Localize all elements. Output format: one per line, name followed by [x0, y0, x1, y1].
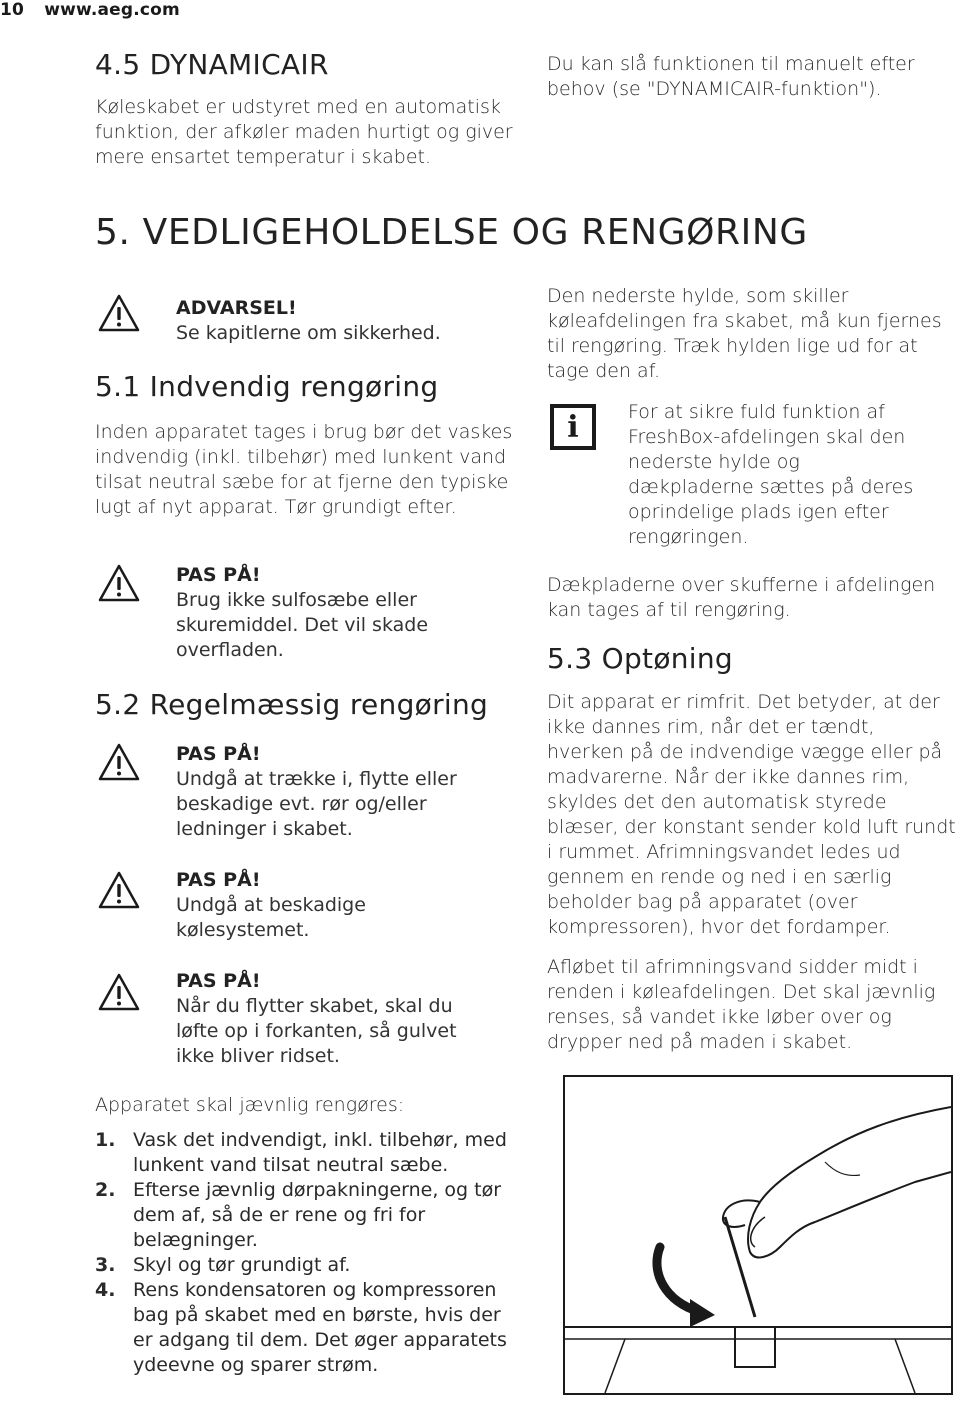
drain-text: Afløbet til afrimningsvand sidder midt i renden i køleafdelingen. Det skal jævnlig renses, så vandet ikke løber over og drypper ned på maden i skabet. [547, 956, 936, 1053]
cleaning-intro: Apparatet skal jævnlig rengøres: [95, 1094, 405, 1116]
warning-triangle-icon [97, 293, 141, 333]
caution-text: Når du flytter skabet, skal du løfte op i forkanten, så gulvet ikke bliver ridset. [176, 995, 457, 1067]
caution-triangle-icon [97, 742, 141, 782]
step-text: Skyl og tør grundigt af. [133, 1254, 351, 1276]
hand-cleaning-drain-illustration [565, 1077, 951, 1393]
step-number: 4. [95, 1279, 116, 1301]
warning-title: ADVARSEL! [176, 297, 297, 319]
caution-text: Undgå at beskadige kølesystemet. [176, 894, 366, 941]
section-5-2-title: 5.2 Regelmæssig rengøring [95, 688, 489, 721]
caution-triangle-icon [97, 972, 141, 1012]
info-text: For at sikre fuld funktion af FreshBox-afdelingen skal den nederste hylde og dækpladerne sættes på deres oprindelige plads igen efter rengøringen. [628, 401, 914, 548]
cleaning-illustration [563, 1075, 953, 1395]
section-5-1-title: 5.1 Indvendig rengøring [95, 370, 439, 403]
cover-plates-text: Dækpladerne over skufferne i afdelingen kan tages af til rengøring. [547, 574, 936, 621]
caution-title: PAS PÅ! [176, 869, 261, 891]
caution-triangle-icon [97, 870, 141, 910]
warning-text: Se kapitlerne om sikkerhed. [176, 322, 441, 344]
chapter-5-title: 5. VEDLIGEHOLDELSE OG RENGØRING [95, 212, 808, 253]
caution-triangle-icon [97, 563, 141, 603]
step-number: 2. [95, 1179, 116, 1201]
info-icon: i [550, 404, 596, 450]
list-item [95, 1253, 525, 1278]
page-header [0, 0, 180, 20]
step-text: Vask det indvendigt, inkl. tilbehør, med lunkent vand tilsat neutral sæbe. [133, 1129, 507, 1176]
step-text: Efterse jævnlig dørpakningerne, og tør dem af, så de er rene og fri for belægninger. [133, 1179, 502, 1251]
section-5-1-text: Inden apparatet tages i brug bør det vaskes indvendig (inkl. tilbehør) med lunkent vand tilsat neutral sæbe for at fjerne den typiske lugt af nyt apparat. Tør grundigt efter. [95, 421, 513, 518]
caution-text: Brug ikke sulfosæbe eller skuremiddel. Det vil skade overfladen. [176, 589, 429, 661]
caution-title: PAS PÅ! [176, 564, 261, 586]
header-url: www.aeg.com [44, 0, 180, 20]
cleaning-steps-list [95, 1128, 525, 1378]
section-5-3-title: 5.3 Optøning [547, 642, 733, 675]
list-item [95, 1178, 525, 1253]
defrost-text: Dit apparat er rimfrit. Det betyder, at der ikke dannes rim, når det er tændt, hverken på de indvendige vægge eller på madvarerne. Når der ikke dannes rim, skyldes det den automatisk styrede blæser, der konstant sender kold luft rundt i rummet. Afrimningsvandet ledes ud gennem en rende og ned i en særlig beholder bag på apparatet (over kompressoren), hvor det fordamper. [547, 691, 956, 938]
section-4-5-title: 4.5 DYNAMICAIR [95, 48, 329, 81]
caution-title: PAS PÅ! [176, 743, 261, 765]
list-item [95, 1278, 525, 1378]
caution-text: Undgå at trække i, flytte eller beskadige evt. rør og/eller ledninger i skabet. [176, 768, 457, 840]
list-item [95, 1128, 525, 1178]
step-number: 1. [95, 1129, 116, 1151]
step-text: Rens kondensatoren og kompressoren bag på skabet med en børste, hvis der er adgang til dem. Det øger apparatets ydeevne og sparer strøm. [133, 1279, 507, 1376]
section-4-5-right-text: Du kan slå funktionen til manuelt efter behov (se "DYNAMICAIR-funktion"). [547, 53, 915, 100]
section-4-5-text: Køleskabet er udstyret med en automatisk funktion, der afkøler maden hurtigt og giver mere ensartet temperatur i skabet. [95, 96, 513, 168]
caution-title: PAS PÅ! [176, 970, 261, 992]
shelf-removal-text: Den nederste hylde, som skiller køleafdelingen fra skabet, må kun fjernes til rengøring. Træk hylden lige ud for at tage den af. [547, 285, 942, 382]
step-number: 3. [95, 1254, 116, 1276]
page-number: 10 [0, 0, 25, 20]
